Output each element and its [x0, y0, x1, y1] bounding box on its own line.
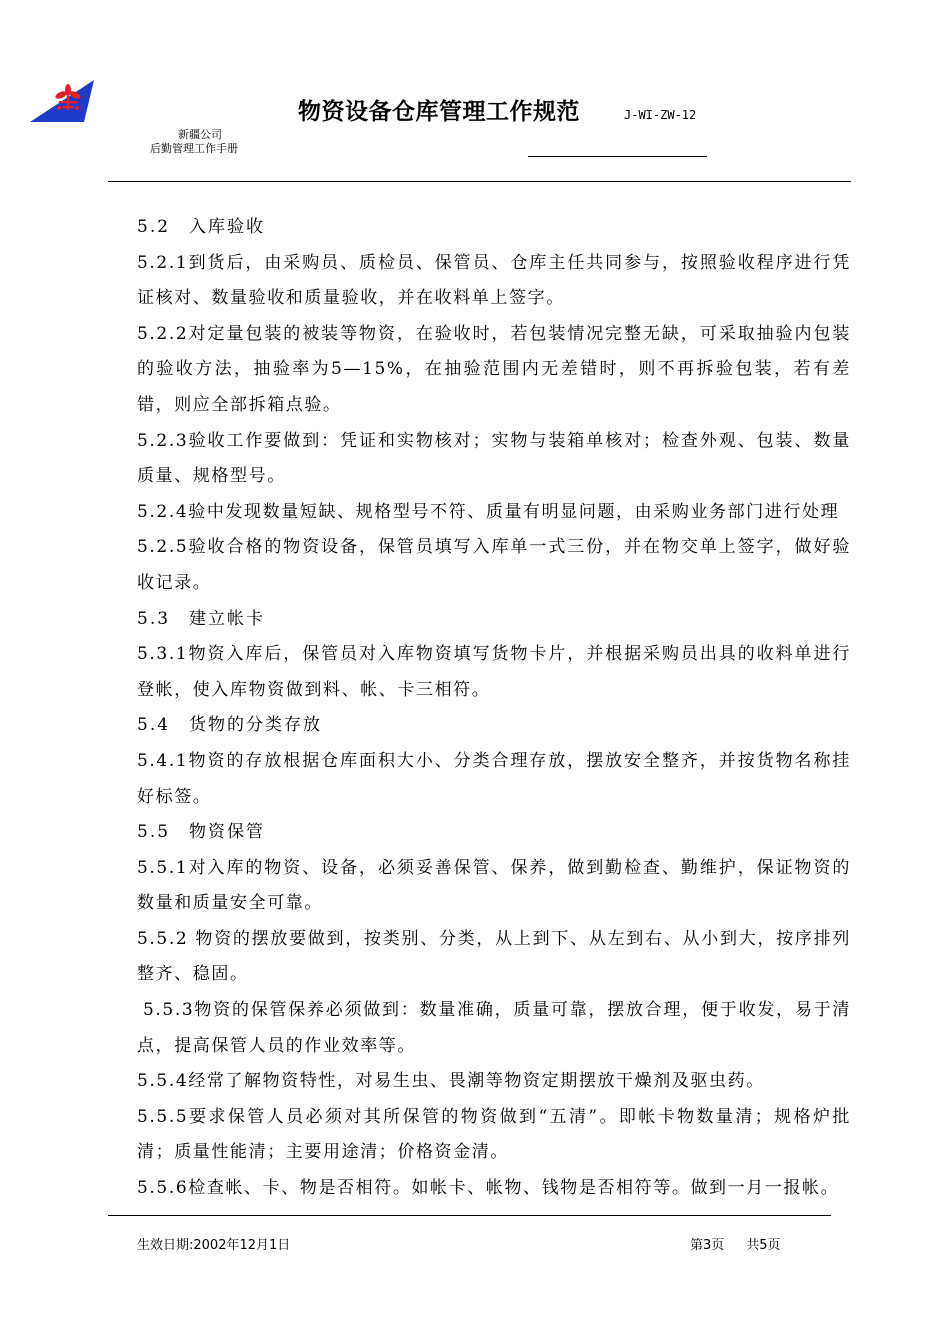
airline-kapok-logo-icon — [28, 76, 96, 124]
page-indicator — [690, 1234, 781, 1253]
signature-line — [528, 156, 707, 157]
section-heading: 5.5 物资保管 — [137, 822, 266, 843]
clause: 5.2.4验中发现数量短缺、规格型号不符、质量有明显问题，由采购业务部门进行处理 — [137, 501, 840, 522]
clause: 5.5.6检查帐、卡、物是否相符。如帐卡、帐物、钱物是否相符等。做到一月一报帐。 — [137, 1178, 840, 1199]
manual-name: 后勤管理工作手册 — [150, 142, 238, 155]
page-title: 物资设备仓库管理工作规范 — [298, 99, 580, 125]
clause: 5.5.4经常了解物资特性，对易生虫、畏潮等物资定期摆放干燥剂及驱虫药。 — [137, 1071, 765, 1092]
effective-date: 生效日期:2002年12月1日 — [137, 1238, 291, 1253]
section-heading: 5.4 货物的分类存放 — [137, 715, 323, 736]
clause: 5.5.3物资的保管保养必须做到：数量准确，质量可靠，摆放合理，便于收发，易于清点，提高保管人员的作业效率等。 — [137, 1000, 851, 1056]
company-name: 新疆公司 — [178, 128, 222, 141]
page-current: 第3页 — [690, 1238, 725, 1253]
clause: 5.3.1物资入库后，保管员对入库物资填写货物卡片，并根据采购员出具的收料单进行登帐，使入库物资做到料、帐、卡三相符。 — [137, 644, 851, 700]
document-body — [137, 210, 851, 1207]
clause: 5.5.5要求保管人员必须对其所保管的物资做到“五清”。即帐卡物数量清；规格炉批清；质量性能清；主要用途清；价格资金清。 — [137, 1106, 851, 1163]
section-heading: 5.3 建立帐卡 — [137, 608, 266, 629]
clause: 5.2.1到货后，由采购员、质检员、保管员、仓库主任共同参与，按照验收程序进行凭证核对、数量验收和质量验收，并在收料单上签字。 — [137, 252, 851, 309]
footer-divider — [108, 1215, 831, 1216]
clause: 5.4.1物资的存放根据仓库面积大小、分类合理存放，摆放安全整齐，并按货物名称挂好标签。 — [137, 750, 851, 807]
clause: 5.2.2对定量包装的被装等物资，在验收时，若包装情况完整无缺，可采取抽验内包装的验收方法，抽验率为5—15%，在抽验范围内无差错时，则不再拆验包装，若有差错，则应全部拆箱点验。 — [137, 323, 851, 415]
header-divider — [108, 181, 851, 182]
document-code: J-WI-ZW-12 — [624, 108, 697, 122]
page-total: 共5页 — [746, 1238, 781, 1253]
clause: 5.5.2 物资的摆放要做到，按类别、分类，从上到下、从左到右、从小到大，按序排列整齐、稳固。 — [137, 928, 851, 985]
organization-block — [150, 128, 238, 156]
clause: 5.5.1对入库的物资、设备，必须妥善保管、保养，做到勤检查、勤维护，保证物资的数量和质量安全可靠。 — [137, 857, 851, 914]
clause: 5.2.5验收合格的物资设备，保管员填写入库单一式三份，并在物交单上签字，做好验收记录。 — [137, 537, 851, 593]
clause: 5.2.3验收工作要做到：凭证和实物核对；实物与装箱单核对；检查外观、包装、数量质量、规格型号。 — [137, 430, 851, 487]
section-heading: 5.2 入库验收 — [137, 217, 266, 237]
